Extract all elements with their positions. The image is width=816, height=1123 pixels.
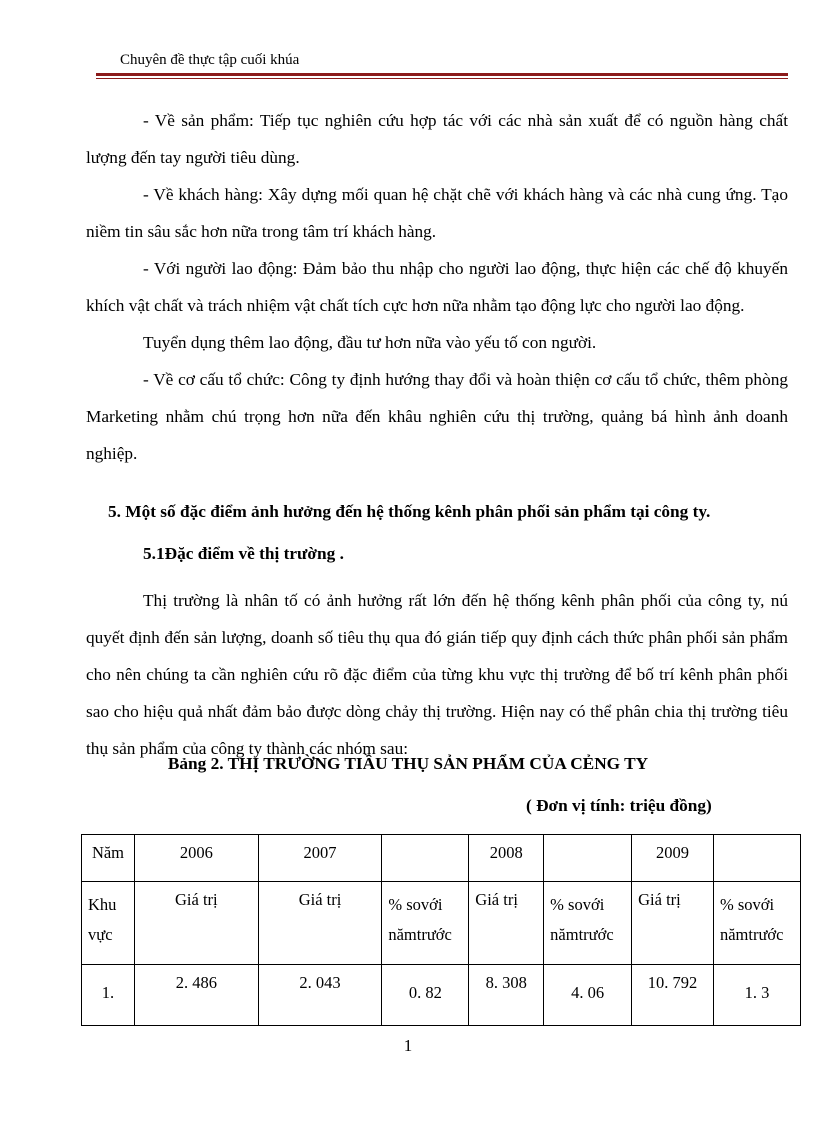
pct-label: % sovới xyxy=(550,895,605,914)
table-title: Bảng 2. THỊ TRƯỜNG TIẦU THỤ SẢN PHẨM CỦA CẺNG TY xyxy=(167,754,649,773)
pct-label: % sovới xyxy=(388,895,443,914)
paragraph-organization: - Về cơ cấu tổ chức: Công ty định hướng thay đổi và hoàn thiện cơ cấu tổ chức, thêm phòng Marketing nhằm chú trọng hơn nữa đến khâu nghiên cứu thị trường, quảng bá hình ảnh doanh nghiệp. xyxy=(86,370,788,463)
body-text xyxy=(86,102,788,472)
table-cell: 4. 06 xyxy=(544,965,632,1026)
table-cell: Giá trị xyxy=(258,882,382,965)
table-cell: 2007 xyxy=(258,835,382,882)
table-cell xyxy=(82,882,135,965)
header-rule xyxy=(96,73,788,79)
market-table xyxy=(81,834,801,1026)
table-cell xyxy=(713,882,800,965)
table-cell: 10. 792 xyxy=(632,965,714,1026)
table-header-row xyxy=(82,835,801,882)
table-cell: Giá trị xyxy=(632,882,714,965)
paragraph-market: Thị trường là nhân tố có ảnh hưởng rất lớn đến hệ thống kênh phân phối của công ty, nú quyết định đến sản lượng, doanh số tiêu thụ qua đó gián tiếp quy định cách thức phân phối sản phẩm cho nên chúng ta cần nghiên cứu rõ đặc điểm của từng khu vực thị trường để bố trí kênh phân phối sao cho hiệu quả nhất đảm bảo được dòng chảy thị trường. Hiện nay có thể phân chia thị trường tiêu thụ sản phẩm của công ty thành các nhóm sau: xyxy=(86,591,788,758)
table-subheader-row xyxy=(82,882,801,965)
pct-label: % sovới xyxy=(719,895,775,914)
table-cell: Giá trị xyxy=(469,882,544,965)
pct-label: nămtrước xyxy=(719,925,784,944)
table-cell xyxy=(713,835,800,882)
table-cell xyxy=(382,835,469,882)
table-cell: 1. 3 xyxy=(713,965,800,1026)
table-cell: 8. 308 xyxy=(469,965,544,1026)
table-cell xyxy=(544,882,632,965)
market-text xyxy=(86,582,788,767)
paragraph-recruitment: Tuyển dụng thêm lao động, đầu tư hơn nữa vào yếu tố con người. xyxy=(143,333,597,352)
table-row xyxy=(82,965,801,1026)
table-cell: Giá trị xyxy=(134,882,258,965)
pct-label: nămtrước xyxy=(388,925,452,944)
pct-label: nămtrước xyxy=(550,925,614,944)
paragraph-products: - Về sản phẩm: Tiếp tục nghiên cứu hợp tác với các nhà sản xuất để có nguồn hàng chất lượng đến tay người tiêu dùng. xyxy=(86,111,788,167)
vuc-label: vực xyxy=(88,925,113,944)
table-cell xyxy=(544,835,632,882)
khu-label: Khu xyxy=(88,895,117,914)
page-number: 1 xyxy=(403,1036,413,1055)
table-cell: 1. xyxy=(82,965,135,1026)
table-unit: ( Đơn vị tính: triệu đồng) xyxy=(526,796,712,815)
table-cell: Năm xyxy=(82,835,135,882)
section-heading: 5. Một số đặc điểm ảnh hưởng đến hệ thống kênh phân phối sản phẩm tại công ty. xyxy=(108,502,711,521)
table-cell: 2. 486 xyxy=(134,965,258,1026)
header-title: Chuyên đề thực tập cuối khúa xyxy=(120,52,300,68)
table-cell: 0. 82 xyxy=(382,965,469,1026)
paragraph-customers: - Về khách hàng: Xây dựng mối quan hệ chặt chẽ với khách hàng và các nhà cung ứng. Tạo niềm tin sâu sắc hơn nữa trong tâm trí khách hàng. xyxy=(86,185,788,241)
table-cell: 2009 xyxy=(632,835,714,882)
page-header xyxy=(96,52,788,69)
paragraph-workers: - Với người lao động: Đảm bảo thu nhập cho người lao động, thực hiện các chế độ khuyến khích vật chất và trách nhiệm vật chất tích cực hơn nữa nhằm tạo động lực cho người lao động. xyxy=(86,259,788,315)
table-cell: 2008 xyxy=(469,835,544,882)
table-cell: 2. 043 xyxy=(258,965,382,1026)
subsection-heading: 5.1Đặc điểm về thị trường . xyxy=(143,544,344,563)
table-cell: 2006 xyxy=(134,835,258,882)
table-cell xyxy=(382,882,469,965)
